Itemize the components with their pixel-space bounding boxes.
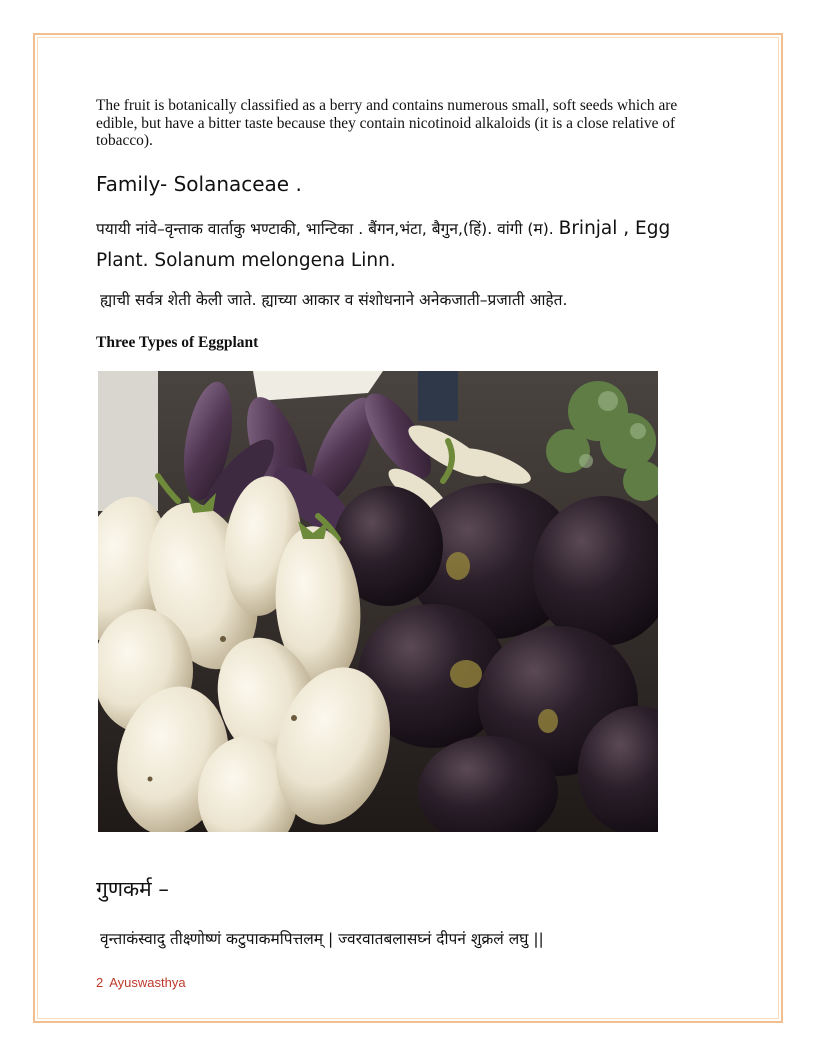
eggplant-photo-illustration [98,371,658,832]
eggplant-photo [98,371,658,832]
page-number: 2 [96,975,104,990]
cultivation-line: ह्याची सर्वत्र शेती केली जाते. ह्याच्या आकार व संशोधनाने अनेकजाती–प्रजाती आहेत. [100,291,568,309]
synonyms-devanagari: पयायी नांवे–वृन्ताक वार्ताकु भण्टाकी, भान्टिका . बैंगन,भंटा, बैगुन,(हिं). वांगी (म). [96,220,554,238]
footer-title: Ayuswasthya [109,975,186,990]
body-paragraph: The fruit is botanically classified as a berry and contains numerous small, soft seeds which are edible, but have a bitter taste because they contain nicotinoid alkaloids (it is a close relative of tobacco). [96,97,678,149]
synonyms-block [96,213,716,277]
family-line: Family- Solanaceae . [96,172,302,196]
verse-line: वृन्ताकंस्वादु तीक्ष्णोष्णं कटुपाकमपित्तलम् | ज्वरवातबलासघ्नं दीपनं शुक्रलं लघु || [100,930,544,948]
types-heading: Three Types of Eggplant [96,334,259,351]
synonyms-latin: Brinjal , Egg Plant. Solanum melongena Linn. [96,218,671,271]
page-footer [96,975,186,990]
properties-heading: गुणकर्म – [96,877,169,901]
